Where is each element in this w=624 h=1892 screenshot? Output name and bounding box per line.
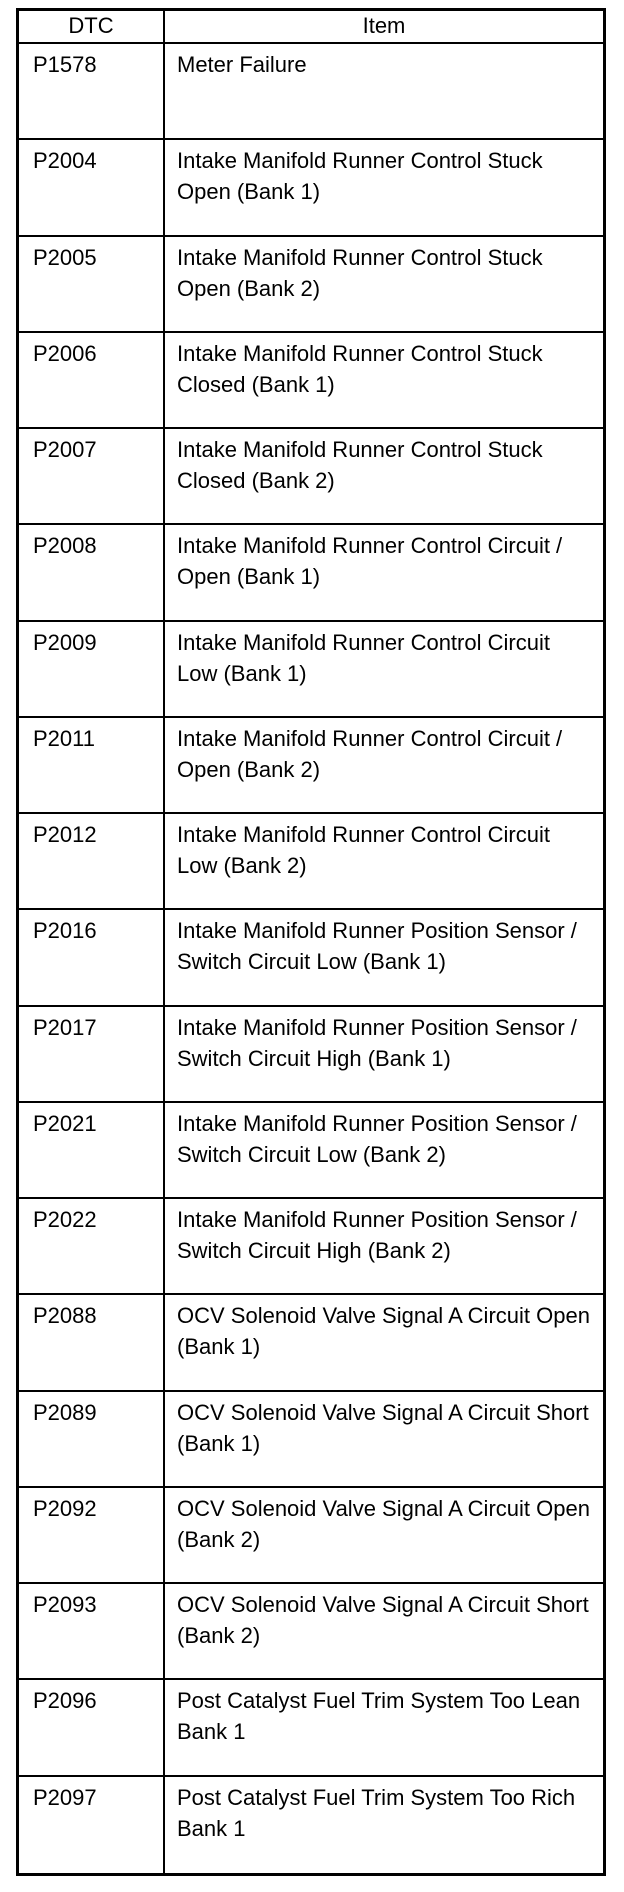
row-3-dtc: P2005 <box>19 237 165 333</box>
row-4-item: Intake Manifold Runner Control Stuck Closed (Bank 1) <box>165 333 603 429</box>
row-3-item: Intake Manifold Runner Control Stuck Open (Bank 2) <box>165 237 603 333</box>
header-dtc: DTC <box>19 11 165 44</box>
row-4-dtc: P2006 <box>19 333 165 429</box>
row-13-item: Intake Manifold Runner Position Sensor / Switch Circuit High (Bank 2) <box>165 1199 603 1295</box>
row-17-dtc: P2093 <box>19 1584 165 1680</box>
dtc-table <box>16 8 606 1876</box>
row-8-item: Intake Manifold Runner Control Circuit / Open (Bank 2) <box>165 718 603 814</box>
row-1-item: Meter Failure <box>165 44 603 140</box>
row-14-item: OCV Solenoid Valve Signal A Circuit Open (Bank 1) <box>165 1295 603 1391</box>
row-1-dtc: P1578 <box>19 44 165 140</box>
row-14-dtc: P2088 <box>19 1295 165 1391</box>
row-2-dtc: P2004 <box>19 140 165 236</box>
row-5-dtc: P2007 <box>19 429 165 525</box>
row-10-item: Intake Manifold Runner Position Sensor / Switch Circuit Low (Bank 1) <box>165 910 603 1006</box>
row-6-dtc: P2008 <box>19 525 165 621</box>
row-8-dtc: P2011 <box>19 718 165 814</box>
row-19-item: Post Catalyst Fuel Trim System Too Rich Bank 1 <box>177 1784 576 1841</box>
row-5-item: Intake Manifold Runner Control Stuck Closed (Bank 2) <box>165 429 603 525</box>
row-9-dtc: P2012 <box>19 814 165 910</box>
row-10-dtc: P2016 <box>19 910 165 1006</box>
row-19-dtc: P2097 <box>19 1777 165 1873</box>
row-13-dtc: P2022 <box>19 1199 165 1295</box>
row-15-item: OCV Solenoid Valve Signal A Circuit Short (Bank 1) <box>165 1392 603 1488</box>
row-17-item: OCV Solenoid Valve Signal A Circuit Short (Bank 2) <box>165 1584 603 1680</box>
row-15-dtc: P2089 <box>19 1392 165 1488</box>
header-item: Item <box>165 11 603 44</box>
row-18-item: Post Catalyst Fuel Trim System Too Lean Bank 1 <box>165 1680 603 1776</box>
row-18-dtc: P2096 <box>19 1680 165 1776</box>
row-2-item: Intake Manifold Runner Control Stuck Open (Bank 1) <box>165 140 603 236</box>
row-9-item: Intake Manifold Runner Control Circuit Low (Bank 2) <box>165 814 603 910</box>
row-12-dtc: P2021 <box>19 1103 165 1199</box>
row-6-item: Intake Manifold Runner Control Circuit / Open (Bank 1) <box>165 525 603 621</box>
row-11-item: Intake Manifold Runner Position Sensor / Switch Circuit High (Bank 1) <box>165 1007 603 1103</box>
row-11-dtc: P2017 <box>19 1007 165 1103</box>
row-7-item: Intake Manifold Runner Control Circuit Low (Bank 1) <box>165 622 603 718</box>
row-7-dtc: P2009 <box>19 622 165 718</box>
row-16-dtc: P2092 <box>19 1488 165 1584</box>
row-12-item: Intake Manifold Runner Position Sensor / Switch Circuit Low (Bank 2) <box>165 1103 603 1199</box>
row-16-item: OCV Solenoid Valve Signal A Circuit Open (Bank 2) <box>165 1488 603 1584</box>
